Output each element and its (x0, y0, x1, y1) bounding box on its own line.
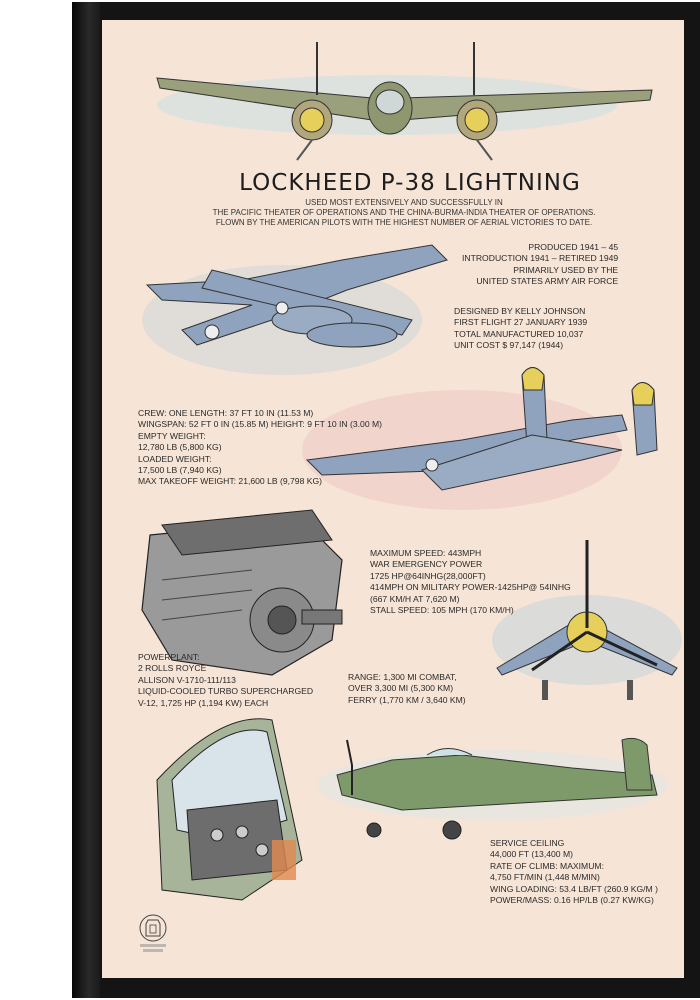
speed-line: WAR EMERGENCY POWER (370, 559, 483, 570)
speed-line: 414MPH ON MILITARY POWER-1425HP@ 54INHG (370, 582, 571, 593)
speed-info (370, 548, 571, 616)
ceiling-line: SERVICE CEILING (490, 838, 565, 848)
range-line: RANGE: 1,300 MI COMBAT, (348, 672, 457, 682)
powerplant-line: LIQUID-COOLED TURBO SUPERCHARGED (138, 686, 314, 697)
range-info (348, 672, 466, 706)
lantern-press-logo (138, 910, 168, 956)
production-line: INTRODUCTION 1941 – RETIRED 1949 (462, 253, 619, 264)
dimensions-line: 17,500 LB (7,940 KG) (138, 465, 222, 476)
subtitle-line: THE PACIFIC THEATER OF OPERATIONS AND THE CHINA-BURMA-INDIA THEATER OF OPERATIONS. (212, 208, 596, 217)
ceiling-line: 4,750 FT/MIN (1,448 M/MIN) (490, 872, 600, 883)
range-line: FERRY (1,770 KM / 3,640 KM) (348, 694, 466, 705)
production-line: PRODUCED 1941 – 45 (528, 242, 619, 252)
speed-line: STALL SPEED: 105 MPH (170 KM/H) (370, 605, 514, 616)
dimensions-line: MAX TAKEOFF WEIGHT: 21,600 LB (9,798 KG) (138, 476, 323, 487)
ceiling-line: WING LOADING: 53.4 LB/FT (260.9 KG/M ) (490, 883, 658, 894)
ceiling-info (490, 838, 658, 906)
powerplant-line: POWERPLANT: (138, 652, 200, 662)
design-info (454, 306, 587, 352)
subtitle-line: USED MOST EXTENSIVELY AND SUCCESSFULLY IN (305, 198, 503, 207)
frame-side-edge (72, 2, 100, 998)
dimensions-line: 12,780 LB (5,800 KG) (138, 442, 222, 453)
dimensions-line: LOADED WEIGHT: (138, 453, 212, 464)
ceiling-line: 44,000 FT (13,400 M) (490, 849, 573, 860)
powerplant-line: ALLISON V-1710-111/113 (138, 674, 236, 685)
dimensions-line: EMPTY WEIGHT: (138, 430, 206, 441)
design-line: FIRST FLIGHT 27 JANUARY 1939 (454, 317, 588, 328)
subtitle-line: FLOWN BY THE AMERICAN PILOTS WITH THE HIGHEST NUMBER OF AERIAL VICTORIES TO DATE. (215, 218, 593, 227)
poster (102, 20, 684, 978)
powerplant-line: 2 ROLLS ROYCE (138, 663, 207, 674)
speed-line: MAXIMUM SPEED: 443MPH (370, 548, 482, 558)
front-view-plane-illustration (157, 42, 652, 160)
production-line: UNITED STATES ARMY AIR FORCE (476, 276, 619, 287)
speed-line: (667 KM/H AT 7,620 M) (370, 593, 460, 604)
powerplant-info (138, 652, 313, 709)
cockpit-illustration (157, 719, 302, 900)
production-info (462, 242, 618, 288)
dimensions-line: WINGSPAN: 52 FT 0 IN (15.85 M) HEIGHT: 9 FT 10 IN (3.00 M) (138, 419, 383, 430)
design-line: UNIT COST $ 97,147 (1944) (454, 340, 564, 351)
speed-line: 1725 HP@64INHG(28,000FT) (370, 570, 486, 581)
dimensions-info (138, 408, 382, 488)
green-side-plane-illustration (317, 738, 667, 839)
poster-illustrations (102, 20, 684, 978)
ceiling-line: RATE OF CLIMB: MAXIMUM: (490, 860, 604, 871)
engine-illustration (142, 510, 342, 675)
design-line: DESIGNED BY KELLY JOHNSON (454, 306, 586, 316)
poster-title: LOCKHEED P-38 LIGHTNING (239, 170, 581, 196)
dimensions-line: CREW: ONE LENGTH: 37 FT 10 IN (11.53 M) (138, 408, 314, 418)
ceiling-line: POWER/MASS: 0.16 HP/LB (0.27 KW/KG) (490, 895, 654, 906)
poster-subtitle (184, 198, 624, 228)
top-view-plane-illustration (142, 245, 447, 375)
range-line: OVER 3,300 MI (5,300 KM) (348, 683, 454, 694)
design-line: TOTAL MANUFACTURED 10,037 (454, 328, 584, 339)
powerplant-line: V-12, 1,725 HP (1,194 KW) EACH (138, 697, 269, 708)
production-line: PRIMARILY USED BY THE (513, 264, 619, 275)
